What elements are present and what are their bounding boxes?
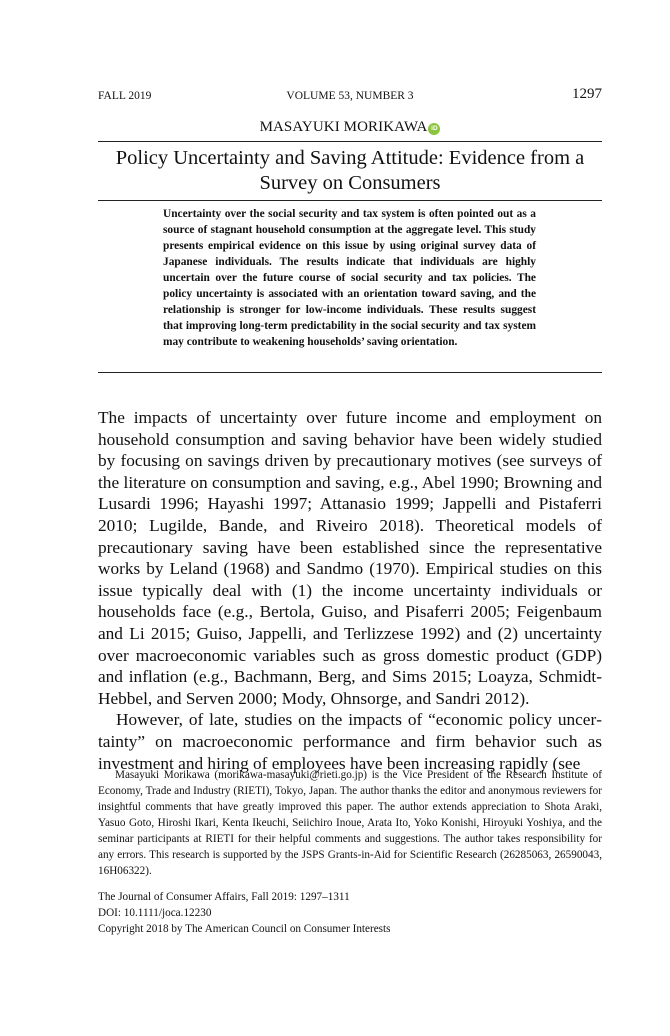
citation-block <box>98 889 602 937</box>
copyright: Copyright 2018 by The American Council on Consumer Interests <box>98 923 391 935</box>
author-footnote: Masayuki Morikawa (morikawa-masayuki@rieti.go.jp) is the Vice President of the Research Institute of Economy, Trade and Industry (RIETI), Tokyo, Japan. The author thanks the editor and anonymous reviewers for insightful comments that have greatly improved this paper. The author extends appreciation to Shota Araki, Yasuo Goto, Hiroshi Ikari, Kenta Ikeuchi, Seiichiro Inoue, Arata Ito, Yoko Konishi, Hiroyuki Yoshiya, and the seminar participants at RIETI for their helpful comments and suggestions. The author takes responsibility for any errors. This research is supported by the JSPS Grants-in-Aid for Scientific Research (26285063, 26590043, 16H06322). <box>98 769 602 877</box>
body-paragraph: However, of late, studies on the impacts of “economic policy uncertainty” on macroeconomic performance and firm behavior such as investment and hiring of employees have been increasing rapidly (see <box>98 710 602 773</box>
author-name: MASAYUKI MORIKAWA <box>259 119 428 135</box>
running-head <box>98 88 602 104</box>
article-title: Policy Uncertainty and Saving Attitude: Evidence from a Survey on Consumers <box>115 147 585 194</box>
doi[interactable]: DOI: 10.1111/joca.12230 <box>98 907 212 919</box>
orcid-icon[interactable]: iD <box>428 123 440 135</box>
title-bottom-rule <box>98 200 602 201</box>
body-paragraph: The impacts of uncertainty over future income and employment on household consumption and saving behavior have been widely studied by focusing on savings driven by precautionary motives (see surveys of the literature on consumption and saving, e.g., Abel 1990; Browning and Lusardi 1996; Hayashi 1997; Attanasio 1999; Jappelli and Pistaferri 2010; Lugilde, Bande, and Riveiro 2018). Theoretical models of precautionary saving have been established since the representative works by Leland (1968) and Sandmo (1970). Empirical studies on this issue typically deal with (1) the income uncertainty individuals or households face (e.g., Bertola, Guiso, and Pisaferri 2005; Feigenbaum and Li 2015; Guiso, Jappelli, and Terlizzese 1992) and (2) uncertainty over macroeconomic variables such as gross domestic product (GDP) and inflation (e.g., Bachmann, Berg, and Sims 2015; Loayza, Schmidt-Hebbel, and Serven 2000; Mody, Ohnsorge, and Sandri 2012). <box>98 408 602 708</box>
page-number: 1297 <box>572 86 602 102</box>
volume-number: VOLUME 53, NUMBER 3 <box>286 90 414 102</box>
author-line <box>98 118 602 136</box>
journal-citation: The Journal of Consumer Affairs, Fall 2019: 1297–1311 <box>98 891 350 903</box>
abstract-bottom-rule <box>98 372 602 373</box>
abstract: Uncertainty over the social security and tax system is often pointed out as a source of stagnant household consumption at the aggregate level. This study presents empirical evidence on this issue by using original survey data of Japanese individuals. The results indicate that individuals are highly uncertain over the future course of social security and tax policies. The policy uncertainty is associated with an orientation toward saving, and the relationship is stronger for low-income individuals. These results suggest that improving long-term predictability in the social security and tax system may contribute to weakening households’ saving orientation. <box>163 208 536 348</box>
issue-season: FALL 2019 <box>98 90 152 102</box>
title-top-rule <box>98 141 602 142</box>
body-text <box>98 407 602 774</box>
